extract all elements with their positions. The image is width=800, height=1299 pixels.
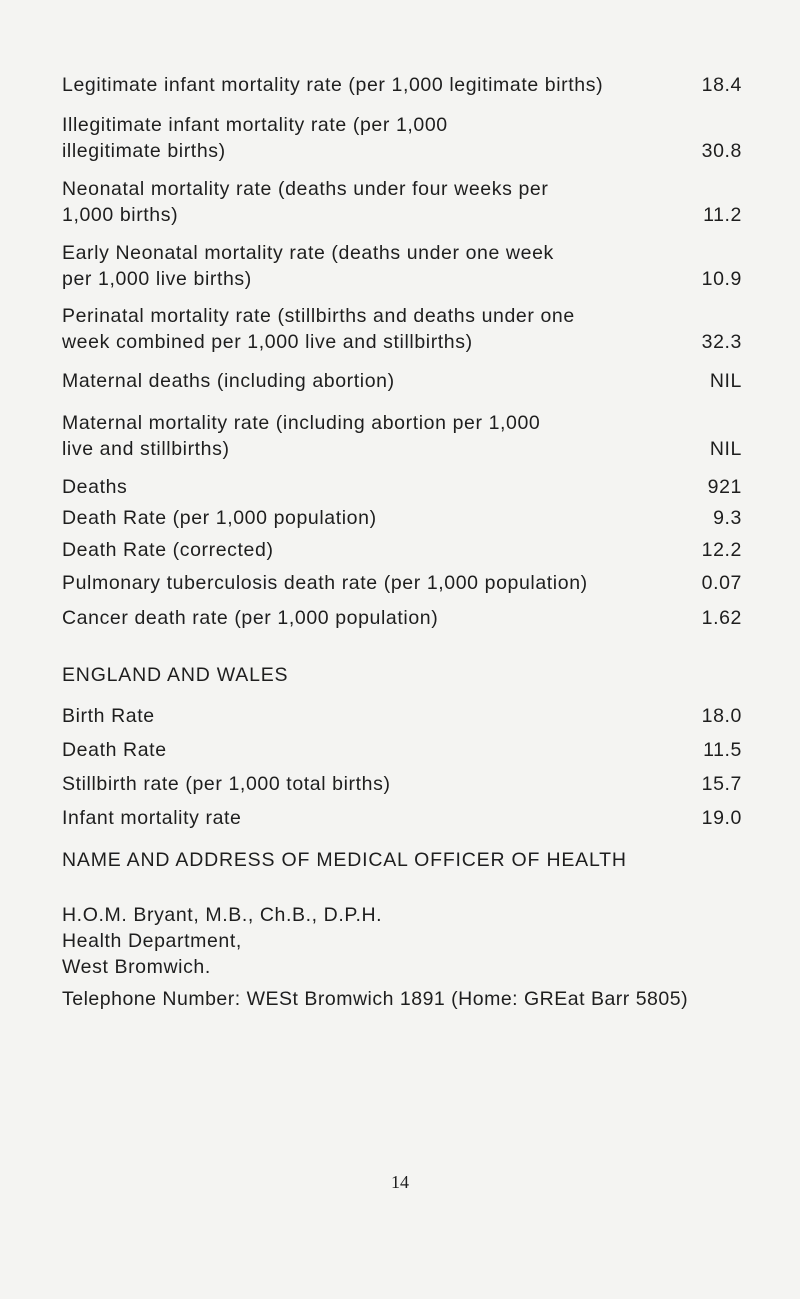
stat-value: 19.0	[701, 807, 742, 829]
stat-value: NIL	[709, 370, 742, 392]
stat-value: 18.0	[701, 705, 742, 727]
stat-value: 921	[707, 476, 742, 498]
stat-value: NIL	[709, 438, 742, 460]
stat-label: Maternal deaths (including abortion)	[62, 370, 395, 392]
stat-label: Perinatal mortality rate (stillbirths and deaths under one week combined per 1,000 live and stillbirths)	[62, 305, 575, 353]
stat-row-ew-birth-rate	[62, 703, 742, 729]
stat-label: Death Rate (per 1,000 population)	[62, 507, 377, 529]
stat-row-early-neonatal-mortality	[62, 240, 742, 292]
stat-label: Legitimate infant mortality rate (per 1,000 legitimate births)	[62, 74, 604, 96]
stat-value: 11.5	[703, 739, 742, 761]
stat-label: Death Rate (corrected)	[62, 539, 274, 561]
stat-label: Stillbirth rate (per 1,000 total births)	[62, 773, 391, 795]
stat-value: 18.4	[701, 74, 742, 96]
stat-row-death-rate-corrected	[62, 537, 742, 563]
stat-row-legitimate-infant-mortality	[62, 72, 742, 98]
stat-value: 15.7	[701, 773, 742, 795]
page-number: 14	[391, 1172, 409, 1192]
stat-row-ew-death-rate	[62, 737, 742, 763]
medical-officer-address	[62, 902, 382, 980]
stat-row-deaths	[62, 474, 742, 500]
stat-label: Birth Rate	[62, 705, 155, 727]
stat-value: 0.07	[701, 572, 742, 594]
officer-town: West Bromwich.	[62, 956, 211, 978]
stat-value: 10.9	[701, 268, 742, 290]
stat-row-maternal-deaths	[62, 368, 742, 394]
stat-row-death-rate	[62, 505, 742, 531]
stat-value: 9.3	[713, 507, 742, 529]
stat-label: Early Neonatal mortality rate (deaths under one week per 1,000 live births)	[62, 242, 554, 290]
stat-value: 1.62	[701, 607, 742, 629]
stat-label: Infant mortality rate	[62, 807, 242, 829]
stat-label: Cancer death rate (per 1,000 population)	[62, 607, 439, 629]
officer-department: Health Department,	[62, 930, 242, 952]
england-wales-heading: ENGLAND AND WALES	[62, 664, 289, 686]
stat-label: Neonatal mortality rate (deaths under four weeks per 1,000 births)	[62, 178, 549, 226]
stat-value: 11.2	[703, 204, 742, 226]
stat-row-neonatal-mortality	[62, 176, 742, 228]
stat-row-perinatal-mortality	[62, 303, 742, 355]
stat-label: Pulmonary tuberculosis death rate (per 1,000 population)	[62, 572, 588, 594]
stat-row-ew-infant-mortality	[62, 805, 742, 831]
officer-name: H.O.M. Bryant, M.B., Ch.B., D.P.H.	[62, 904, 383, 926]
stat-label: Maternal mortality rate (including abortion per 1,000 live and stillbirths)	[62, 412, 541, 460]
stat-label: Deaths	[62, 476, 128, 498]
stat-value: 32.3	[701, 331, 742, 353]
stat-label: Illegitimate infant mortality rate (per 1,000 illegitimate births)	[62, 114, 448, 162]
stat-value: 12.2	[701, 539, 742, 561]
medical-officer-heading: NAME AND ADDRESS OF MEDICAL OFFICER OF HEALTH	[62, 849, 627, 871]
telephone-number: Telephone Number: WESt Bromwich 1891 (Home: GREat Barr 5805)	[62, 988, 689, 1010]
stat-row-illegitimate-infant-mortality	[62, 112, 742, 164]
stat-label: Death Rate	[62, 739, 167, 761]
stat-value: 30.8	[701, 140, 742, 162]
stat-row-pulmonary-tuberculosis	[62, 570, 742, 596]
stat-row-ew-stillbirth-rate	[62, 771, 742, 797]
stat-row-maternal-mortality-rate	[62, 410, 742, 462]
stat-row-cancer-death-rate	[62, 605, 742, 631]
